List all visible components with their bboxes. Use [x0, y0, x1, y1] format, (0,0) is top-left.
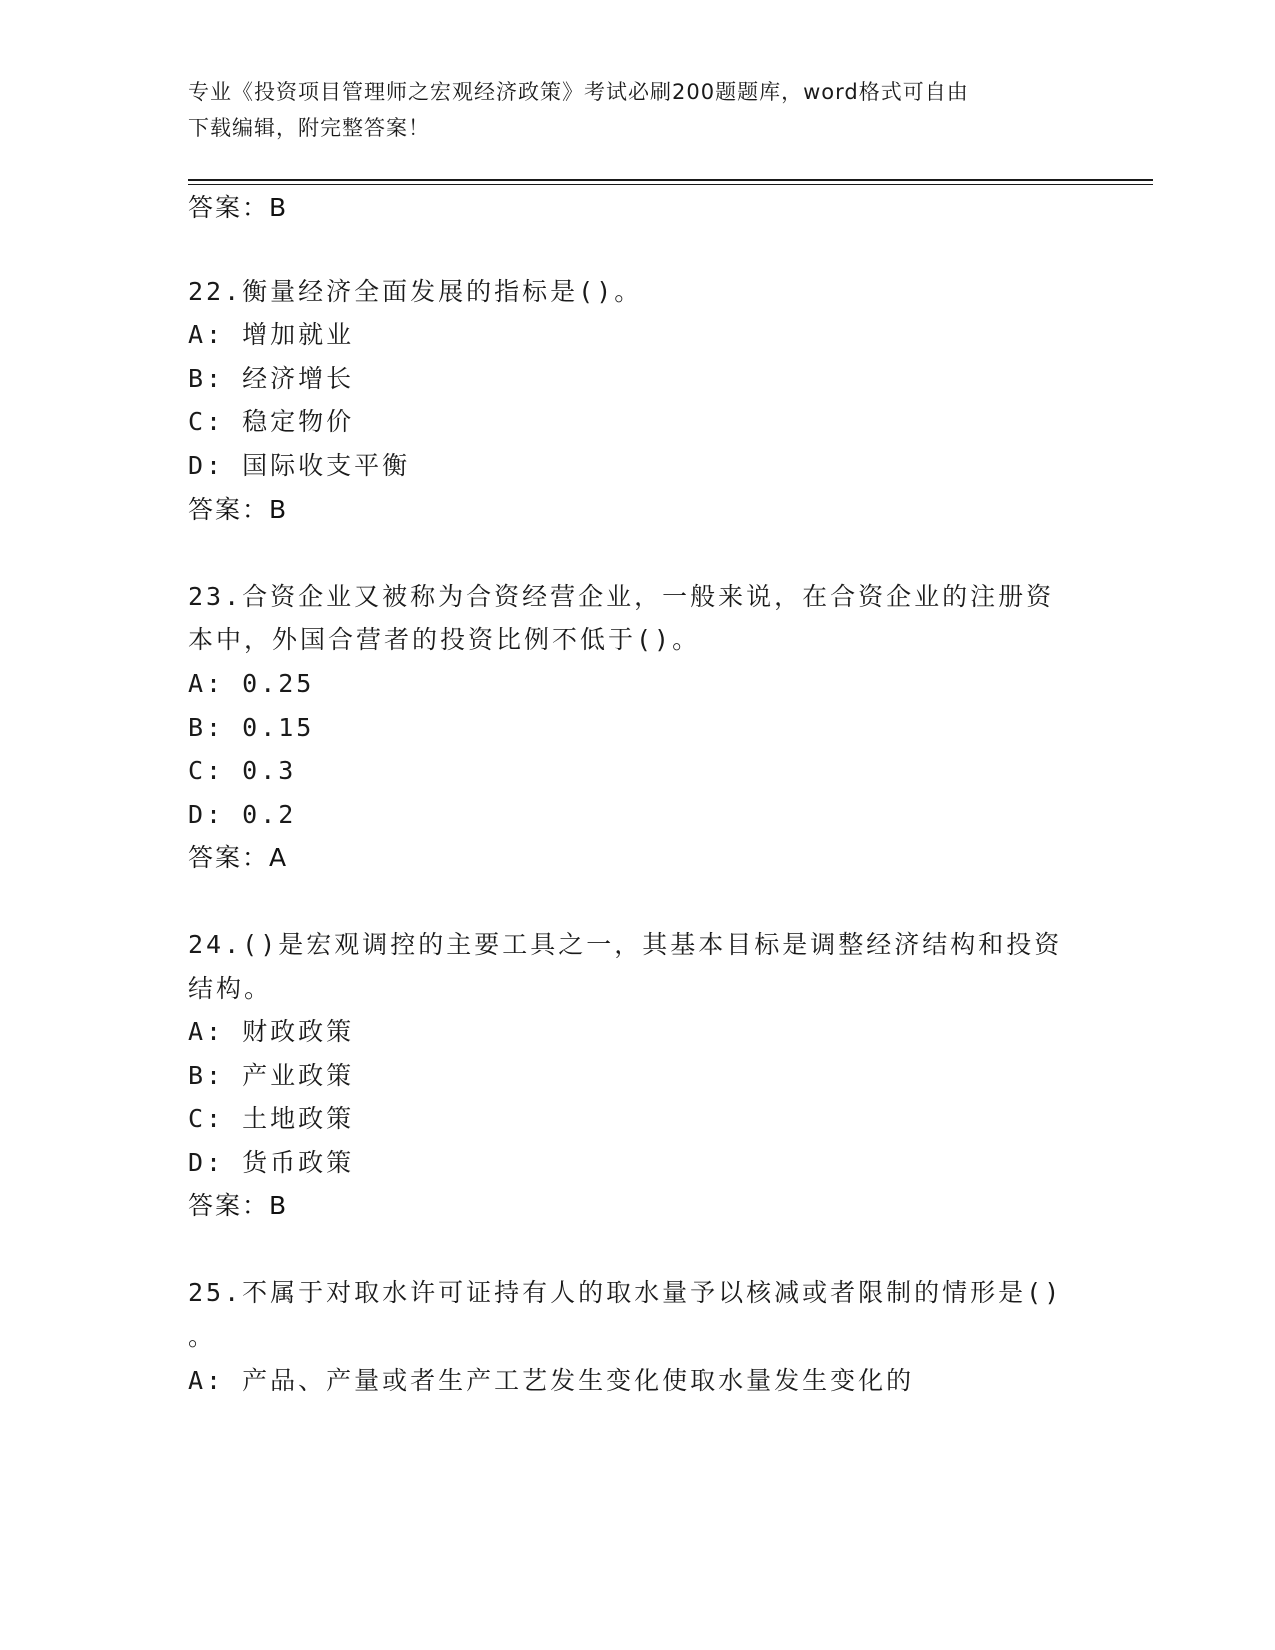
question-24-answer: 答案：B [188, 1191, 289, 1220]
question-23-option-c: C: 0.3 [188, 756, 297, 785]
question-22-option-a: A: 增加就业 [188, 320, 355, 349]
question-23-answer: 答案：A [188, 843, 289, 872]
question-23-stem-line-1: 23.合资企业又被称为合资经营企业，一般来说，在合资企业的注册资 [188, 582, 1055, 611]
question-22-option-c: C: 稳定物价 [188, 407, 355, 436]
question-23-option-d: D: 0.2 [188, 800, 297, 829]
header-line-2: 下载编辑，附完整答案！ [188, 116, 430, 140]
question-24-option-a: A: 财政政策 [188, 1017, 355, 1046]
question-22-option-d: D: 国际收支平衡 [188, 451, 411, 480]
question-24-stem-line-1: 24.()是宏观调控的主要工具之一，其基本目标是调整经济结构和投资 [188, 930, 1063, 959]
question-24-option-d: D: 货币政策 [188, 1148, 355, 1177]
question-22-stem-line-1: 22.衡量经济全面发展的指标是()。 [188, 277, 643, 306]
question-22-option-b: B: 经济增长 [188, 364, 355, 393]
question-23-stem-line-2: 本中，外国合营者的投资比例不低于()。 [188, 625, 701, 654]
previous-answer: 答案：B [188, 193, 289, 222]
header-rule-thick [188, 179, 1153, 181]
header-rule-thin [188, 184, 1153, 185]
question-23-option-b: B: 0.15 [188, 713, 315, 742]
question-24-option-b: B: 产业政策 [188, 1061, 355, 1090]
question-24-option-c: C: 土地政策 [188, 1104, 355, 1133]
header-line-1: 专业《投资项目管理师之宏观经济政策》考试必刷200题题库，word格式可自由 [188, 80, 969, 104]
question-22-answer: 答案：B [188, 495, 289, 524]
question-24-stem-line-2: 结构。 [188, 974, 273, 1003]
question-23-option-a: A: 0.25 [188, 669, 315, 698]
question-25-stem-line-2: 。 [188, 1322, 217, 1351]
question-25-option-a: A: 产品、产量或者生产工艺发生变化使取水量发生变化的 [188, 1366, 915, 1395]
document-header [188, 74, 1068, 146]
question-25-stem-line-1: 25.不属于对取水许可证持有人的取水量予以核减或者限制的情形是() [188, 1278, 1063, 1307]
